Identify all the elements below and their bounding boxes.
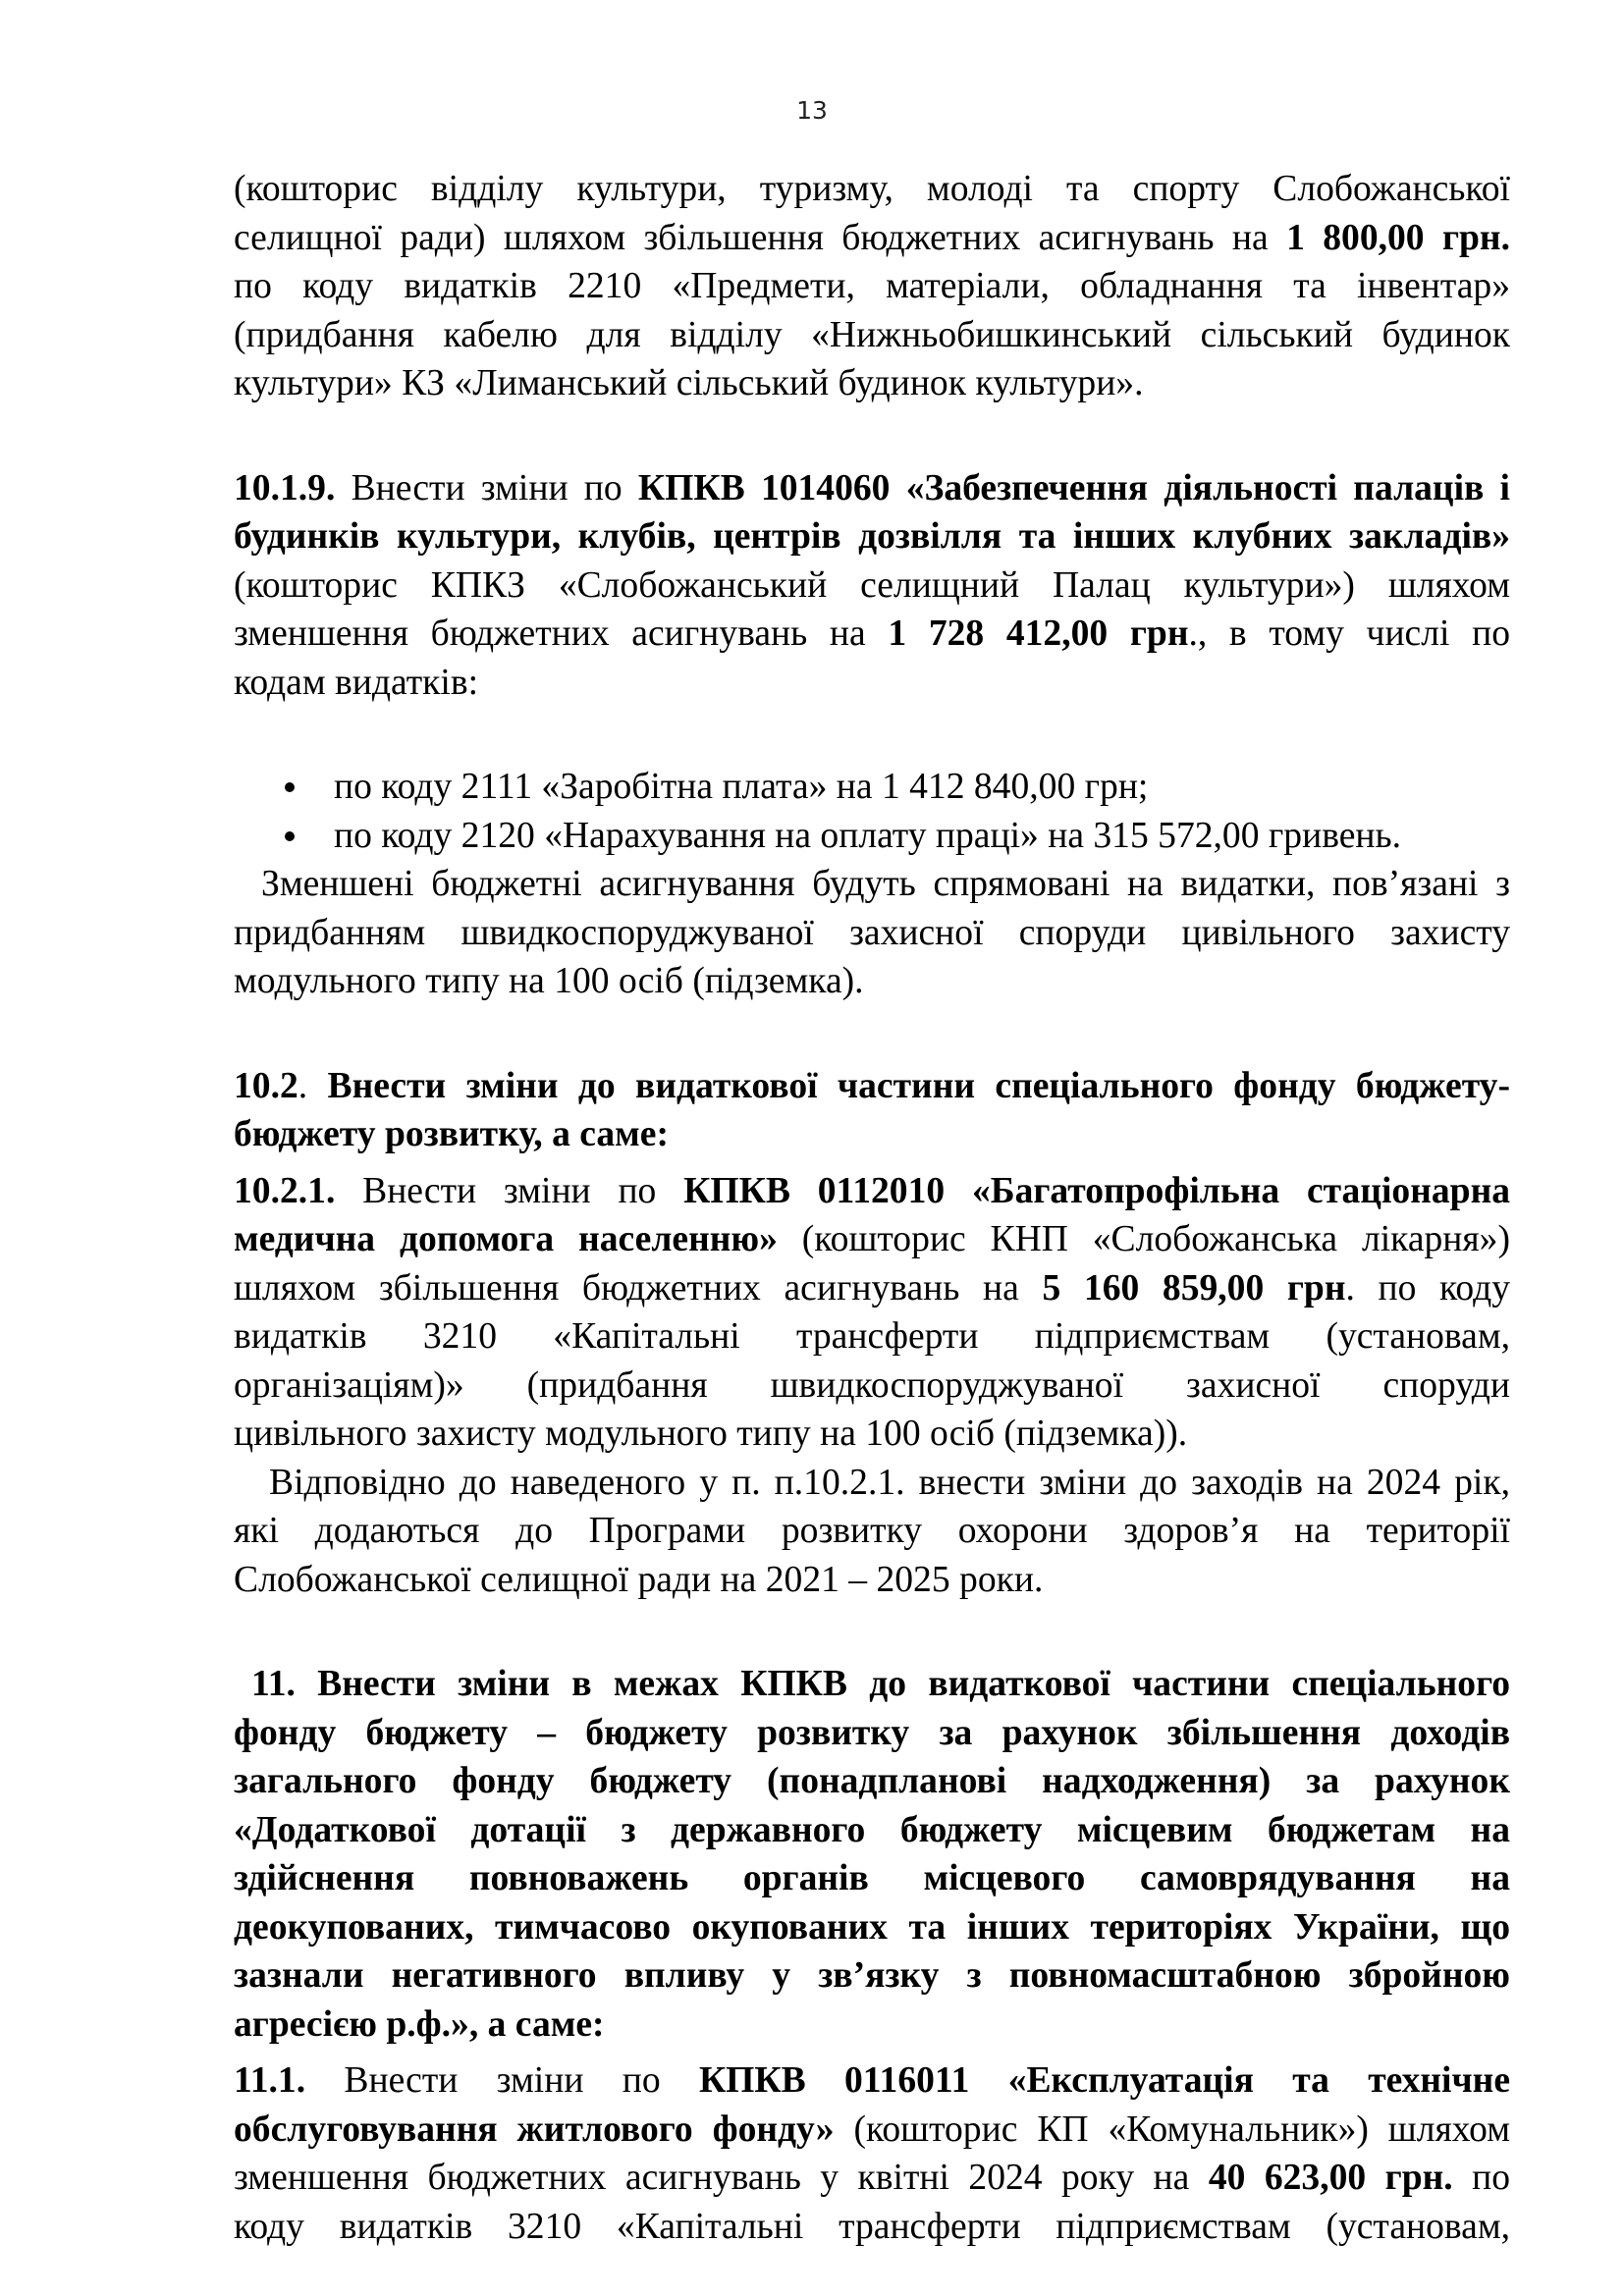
text-line: коду видатків 3210 «Капітальні трансферти підприємствам (установам, — [234, 2206, 1510, 2247]
document-body — [234, 165, 1510, 2251]
text-line: будинків культури, клубів, центрів дозвілля та інших клубних закладів» — [234, 516, 1510, 557]
text-line: модульного типу на 100 осіб (підземка). — [234, 961, 864, 1001]
text-line: (кошторис КПКЗ «Слобожанський селищний Палац культури») шляхом — [234, 564, 1510, 606]
text-line: 10.2.1. Внести зміни по КПКВ 0112010 «Багатопрофільна стаціонарна — [234, 1170, 1511, 1211]
text-line: (кошторис відділу культури, туризму, молоді та спорту Слобожанської — [234, 169, 1510, 209]
paragraph-10-2-1 — [234, 1167, 1510, 1459]
text-line: культури» КЗ «Лиманський сільський будинок культури». — [234, 363, 1144, 403]
bullet-list — [234, 763, 1510, 860]
text-line: 10.1.9. Внести зміни по КПКВ 1014060 «Забезпечення діяльності палаців і — [234, 467, 1510, 508]
paragraph-11 — [234, 1660, 1510, 2049]
text-line: агресією р.ф.», а саме: — [234, 2003, 605, 2045]
text-line: медична допомога населенню» (кошторис КНП «Слобожанська лікарня») — [234, 1219, 1510, 1259]
text-line: Відповідно до наведеного у п. п.10.2.1. внести зміни до заходів на 2024 рік, — [269, 1462, 1510, 1503]
text-line: зменшення бюджетних асигнувань на 1 728 412,00 грн., в тому числі по — [234, 614, 1510, 654]
text-line: придбанням швидкоспоруджуваної захисної споруди цивільного захисту — [234, 912, 1510, 953]
text-line: по коду видатків 2210 «Предмети, матеріали, обладнання та інвентар» — [234, 266, 1510, 306]
bullet-icon — [285, 782, 295, 792]
list-item: по коду 2120 «Нарахування на оплату праці» на 315 572,00 гривень. — [234, 812, 1510, 861]
text-line: 10.2. Внести зміни до видаткової частини спеціального фонду бюджету- — [234, 1065, 1510, 1106]
text-line: шляхом збільшення бюджетних асигнувань на 5 160 859,00 грн. по коду — [234, 1267, 1511, 1308]
text-line: кодам видатків: — [234, 662, 479, 703]
text-line: обслуговування житлового фонду» (кошторис КП «Комунальник») шляхом — [234, 2109, 1510, 2150]
list-item: по коду 2111 «Заробітна плата» на 1 412 840,00 грн; — [234, 763, 1510, 812]
text-line: 11. Внести зміни в межах КПКВ до видаткової частини спеціального — [251, 1664, 1510, 1704]
text-line: здійснення повноважень органів місцевого самоврядування на — [234, 1858, 1510, 1898]
text-line: бюджету розвитку, а саме: — [234, 1114, 669, 1154]
text-line: які додаються до Програми розвитку охорони здоров’я на території — [234, 1511, 1510, 1551]
text-line: організаціям)» (придбання швидкоспоруджуваної захисної споруди — [234, 1364, 1510, 1406]
paragraph-10-1-9 — [234, 464, 1510, 708]
text-line: «Додаткової дотації з державного бюджету місцевим бюджетам на — [234, 1809, 1510, 1850]
text-line: цивільного захисту модульного типу на 100 осіб (підземка)). — [234, 1414, 1188, 1454]
text-line: селищної ради) шляхом збільшення бюджетних асигнувань на 1 800,00 грн. — [234, 217, 1510, 258]
paragraph-zmensheni — [234, 860, 1510, 1006]
bullet-icon — [285, 831, 295, 841]
page-number: 13 — [796, 96, 828, 125]
paragraph-11-1 — [234, 2056, 1510, 2251]
text-line: 11.1. Внести зміни по КПКВ 0116011 «Експлуатація та технічне — [234, 2060, 1510, 2101]
paragraph-10-2 — [234, 1062, 1510, 1159]
paragraph-vidpovidno — [234, 1459, 1510, 1605]
text-line: Слобожанської селищної ради на 2021 – 2025 роки. — [234, 1559, 1044, 1600]
text-line: фонду бюджету – бюджету розвитку за рахунок збільшення доходів — [234, 1712, 1510, 1753]
text-line: деокупованих, тимчасово окупованих та інших територіях України, що — [234, 1906, 1510, 1948]
paragraph-intro — [234, 165, 1510, 408]
text-line: загального фонду бюджету (понадпланові надходження) за рахунок — [234, 1761, 1510, 1801]
text-line: (придбання кабелю для відділу «Нижньобишкинський сільський будинок — [234, 314, 1510, 355]
text-line: зазнали негативного впливу у зв’язку з повномасштабною збройною — [234, 1955, 1510, 1996]
text-line: Зменшені бюджетні асигнування будуть спрямовані на видатки, пов’язані з — [261, 864, 1510, 904]
text-line: видатків 3210 «Капітальні трансферти підприємствам (установам, — [234, 1316, 1510, 1357]
text-line: зменшення бюджетних асигнувань у квітні 2024 року на 40 623,00 грн. по — [234, 2158, 1511, 2198]
